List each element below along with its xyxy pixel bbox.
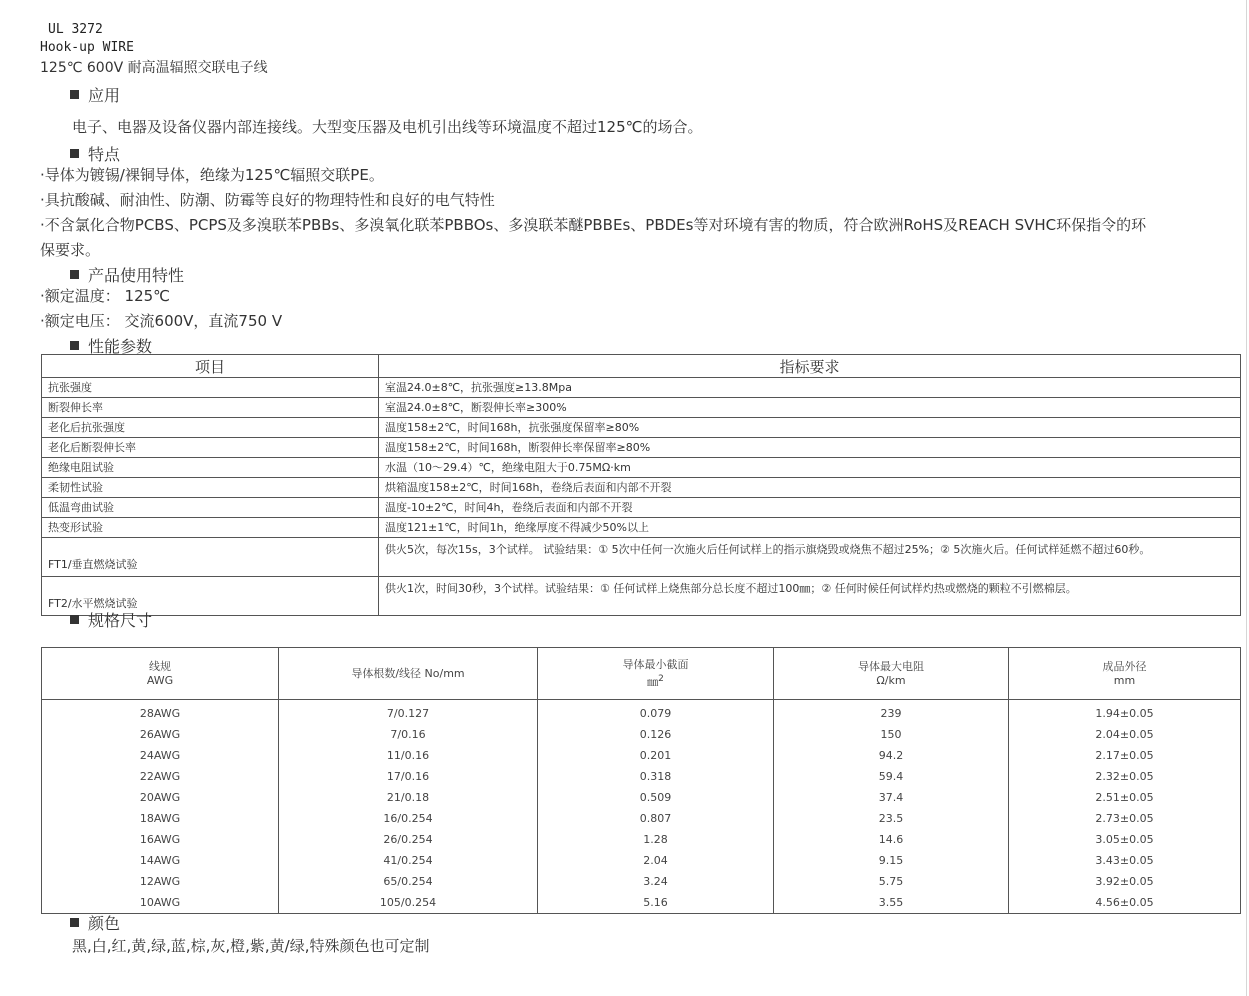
table-row [42,700,1241,725]
table-row [42,892,1241,914]
model-number: UL 3272 [48,22,103,37]
spec-cell: 2.73±0.05 [1009,808,1241,829]
spec-cell: 11/0.16 [279,745,538,766]
section-heading-usage: 产品使用特性 [70,263,184,286]
column-header: 成品外径 mm [1009,648,1241,700]
spec-cell: 23.5 [774,808,1009,829]
spec-cell: 3.24 [538,871,774,892]
spec-cell: 28AWG [42,700,279,725]
test-item-name: 柔韧性试验 [42,478,379,498]
product-subtitle: Hook-up WIRE [40,40,134,55]
square-bullet-icon [70,918,79,927]
spec-cell: 94.2 [774,745,1009,766]
section-heading-application: 应用 [70,83,120,106]
spec-cell: 150 [774,724,1009,745]
test-requirement: 温度-10±2℃，时间4h，卷绕后表面和内部不开裂 [379,498,1241,518]
test-item-name: 老化后断裂伸长率 [42,438,379,458]
spec-cell: 20AWG [42,787,279,808]
test-requirement: 室温24.0±8℃，抗张强度≥13.8Mpa [379,378,1241,398]
spec-cell: 1.94±0.05 [1009,700,1241,725]
spec-cell: 3.43±0.05 [1009,850,1241,871]
spec-cell: 16AWG [42,829,279,850]
test-requirement: 供火1次，时间30秒，3个试样。试验结果：① 任何试样上烧焦部分总长度不超过100㎜；② 任何时候任何试样灼热或燃烧的颗粒不引燃棉层。 [379,577,1241,616]
table-row [42,808,1241,829]
table-row [42,745,1241,766]
spec-cell: 4.56±0.05 [1009,892,1241,914]
table-row [42,538,1241,577]
spec-cell: 24AWG [42,745,279,766]
spec-cell: 14AWG [42,850,279,871]
table-row [42,787,1241,808]
section-heading-features: 特点 [70,142,120,165]
table-row [42,478,1241,498]
table-row [42,871,1241,892]
test-item-name: 抗张强度 [42,378,379,398]
spec-cell: 37.4 [774,787,1009,808]
spec-cell: 5.75 [774,871,1009,892]
spec-cell: 9.15 [774,850,1009,871]
section-heading-color: 颜色 [70,911,120,934]
spec-cell: 0.079 [538,700,774,725]
spec-cell: 65/0.254 [279,871,538,892]
spec-cell: 2.51±0.05 [1009,787,1241,808]
spec-cell: 3.05±0.05 [1009,829,1241,850]
feature-item: 保要求。 [40,241,101,259]
spec-cell: 12AWG [42,871,279,892]
spec-cell: 5.16 [538,892,774,914]
spec-cell: 0.201 [538,745,774,766]
test-item-name: FT2/水平燃烧试验 [42,577,379,616]
column-header: 导体最大电阻 Ω/km [774,648,1009,700]
test-requirement: 供火5次，每次15s，3个试样。 试验结果：① 5次中任何一次施火后任何试样上的指示旗烧毁或烧焦不超过25%；② 5次施火后。任何试样延燃不超过60秒。 [379,538,1241,577]
table-header-row [42,355,1241,378]
spec-cell: 3.92±0.05 [1009,871,1241,892]
spec-cell: 7/0.127 [279,700,538,725]
usage-item: ·额定温度： 125℃ [40,287,171,305]
table-row [42,498,1241,518]
spec-cell: 239 [774,700,1009,725]
table-row [42,766,1241,787]
spec-cell: 59.4 [774,766,1009,787]
spec-cell: 18AWG [42,808,279,829]
table-row [42,724,1241,745]
spec-cell: 26/0.254 [279,829,538,850]
square-bullet-icon [70,149,79,158]
spec-cell: 7/0.16 [279,724,538,745]
usage-item: ·额定电压： 交流600V，直流750 V [40,312,283,330]
spec-cell: 2.04 [538,850,774,871]
spec-cell: 41/0.254 [279,850,538,871]
spec-cell: 21/0.18 [279,787,538,808]
spec-cell: 0.318 [538,766,774,787]
test-item-name: 绝缘电阻试验 [42,458,379,478]
spec-cell: 2.04±0.05 [1009,724,1241,745]
square-bullet-icon [70,341,79,350]
test-item-name: 断裂伸长率 [42,398,379,418]
table-row [42,518,1241,538]
spec-cell: 0.807 [538,808,774,829]
test-requirement: 水温（10～29.4）℃，绝缘电阻大于0.75MΩ·km [379,458,1241,478]
spec-cell: 26AWG [42,724,279,745]
table-row [42,418,1241,438]
column-header: 线规 AWG [42,648,279,700]
application-text: 电子、电器及设备仪器内部连接线。大型变压器及电机引出线等环境温度不超过125℃的场合。 [72,118,703,136]
performance-table [41,354,1241,616]
feature-item: ·具抗酸碱、耐油性、防潮、防霉等良好的物理特性和良好的电气特性 [40,191,495,209]
test-item-name: FT1/垂直燃烧试验 [42,538,379,577]
column-header: 导体根数/线径 No/mm [279,648,538,700]
test-item-name: 低温弯曲试验 [42,498,379,518]
page-right-border [1246,0,1247,996]
column-header: 指标要求 [379,355,1241,378]
spec-cell: 10AWG [42,892,279,914]
test-item-name: 老化后抗张强度 [42,418,379,438]
product-description: 125℃ 600V 耐高温辐照交联电子线 [40,60,268,76]
square-bullet-icon [70,90,79,99]
table-row [42,829,1241,850]
test-requirement: 温度158±2℃，时间168h，断裂伸长率保留率≥80% [379,438,1241,458]
spec-cell: 105/0.254 [279,892,538,914]
test-item-name: 热变形试验 [42,518,379,538]
spec-cell: 0.509 [538,787,774,808]
square-bullet-icon [70,270,79,279]
table-row [42,398,1241,418]
square-bullet-icon [70,615,79,624]
test-requirement: 温度158±2℃，时间168h，抗张强度保留率≥80% [379,418,1241,438]
spec-cell: 22AWG [42,766,279,787]
table-row [42,378,1241,398]
feature-item: ·导体为镀锡/裸铜导体，绝缘为125℃辐照交联PE。 [40,166,384,184]
test-requirement: 温度121±1℃，时间1h，绝缘厚度不得减少50%以上 [379,518,1241,538]
color-options-text: 黑,白,红,黄,绿,蓝,棕,灰,橙,紫,黄/绿,特殊颜色也可定制 [72,937,430,955]
spec-cell: 14.6 [774,829,1009,850]
table-row [42,458,1241,478]
spec-cell: 16/0.254 [279,808,538,829]
spec-table [41,647,1241,914]
table-header-row [42,648,1241,700]
test-requirement: 烘箱温度158±2℃，时间168h，卷绕后表面和内部不开裂 [379,478,1241,498]
spec-cell: 2.17±0.05 [1009,745,1241,766]
column-header: 导体最小截面 ㎜$^2$ [538,648,774,700]
spec-cell: 3.55 [774,892,1009,914]
test-requirement: 室温24.0±8℃，断裂伸长率≥300% [379,398,1241,418]
table-row [42,577,1241,616]
column-header: 项目 [42,355,379,378]
table-row [42,850,1241,871]
spec-cell: 1.28 [538,829,774,850]
spec-cell: 2.32±0.05 [1009,766,1241,787]
feature-item: ·不含氯化合物PCBS、PCPS及多溴联苯PBBs、多溴氧化联苯PBBOs、多溴联苯醚PBBEs、PBDEs等对环境有害的物质，符合欧洲RoHS及REACH SVHC环保指令的环 [40,216,1147,234]
section-heading-specs: 规格尺寸 [70,608,152,631]
spec-cell: 0.126 [538,724,774,745]
section-heading-performance: 性能参数 [70,334,152,357]
spec-cell: 17/0.16 [279,766,538,787]
table-row [42,438,1241,458]
